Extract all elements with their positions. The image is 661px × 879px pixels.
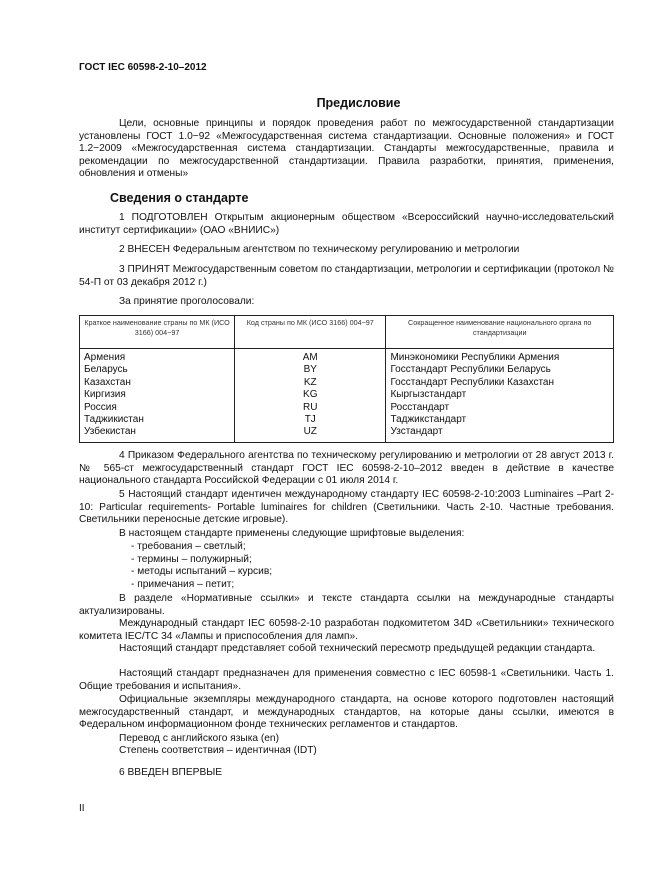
country-column xyxy=(80,349,235,443)
font-list xyxy=(131,541,272,591)
paragraph-revision: Настоящий стандарт представляет собой технический пересмотр предыдущей редакции стандарта. xyxy=(119,643,596,654)
voting-table xyxy=(79,315,614,443)
table-cell: AM xyxy=(302,352,318,363)
paragraph-translation: Перевод с английского языка (en) xyxy=(119,733,279,744)
foreword-title: Предисловие xyxy=(316,96,401,110)
list-item: - термины – полужирный; xyxy=(131,553,252,565)
paragraph-application: Настоящий стандарт предназначен для применения совместно с IEC 60598-1 «Светильники. Часть 1. Общие требования и испытания». xyxy=(79,668,614,692)
table-cell: Россия xyxy=(84,401,117,413)
table-cell: Таджикистан xyxy=(84,414,144,426)
list-item: - требования – светлый; xyxy=(131,541,246,552)
paragraph-introduced: 2 ВНЕСЕН Федеральным агентством по техническому регулированию и метрологии xyxy=(119,244,520,255)
paragraph-developed: Международный стандарт IEC 60598-2-10 разработан подкомитетом 34D «Светильники» технического комитета IEC/TC 34 «Лампы и приспособления для ламп». xyxy=(79,618,614,642)
table-cell: Госстандарт Республики Беларусь xyxy=(390,364,551,376)
paragraph-prepared: 1 ПОДГОТОВЛЕН Открытым акционерным обществом «Всероссийский научно-исследовательский институт сертификации» (ОАО «ВНИИС») xyxy=(79,212,614,236)
paragraph-fonts: В настоящем стандарте применены следующие шрифтовые выделения: xyxy=(119,528,465,539)
list-item: - примечания – петит; xyxy=(131,578,235,590)
paragraph-order: 4 Приказом Федерального агентства по техническому регулированию и метрологии от 28 август 2013 г. № 565-ст межгосударственный стандарт ГОСТ IEC 60598-2-10–2012 введен в действие в качестве национального стандарта Российской Федерации с 01 июля 2014 г. xyxy=(79,450,614,487)
page-number: II xyxy=(79,803,85,814)
paragraph-voted: За принятие проголосовали: xyxy=(119,296,255,307)
list-item: - методы испытаний – курсив; xyxy=(131,566,273,578)
table-cell: RU xyxy=(303,401,318,413)
table-cell: Казахстан xyxy=(84,376,131,388)
table-cell: TJ xyxy=(304,414,316,426)
code-column xyxy=(235,349,386,443)
table-cell: Беларусь xyxy=(84,364,128,376)
document-header: ГОСТ IEC 60598-2-10–2012 xyxy=(79,62,207,73)
table-cell: Узбекистан xyxy=(84,426,136,438)
table-row xyxy=(80,349,614,443)
table-cell: KG xyxy=(303,389,318,401)
table-cell: Госстандарт Республики Казахстан xyxy=(390,376,555,388)
paragraph-conformity: Степень соответствия – идентичная (IDT) xyxy=(119,745,317,756)
paragraph-adopted: 3 ПРИНЯТ Межгосударственным советом по стандартизации, метрологии и сертификации (протокол № 54-П от 03 декабря 2012 г.) xyxy=(79,264,614,288)
paragraph-copies: Официальные экземпляры международного стандарта, на основе которого подготовлен настоящий межгосударственный стандарт, и международных стандартов, на которые даны ссылки, имеются в Федеральном информационном фонде технических регламентов и стандартов. xyxy=(79,694,614,731)
table-cell: Минэкономики Республики Армения xyxy=(390,352,560,363)
table-cell: Кыргызстандарт xyxy=(390,389,467,401)
table-header-country: Краткое наименование страны по МК (ИСО 3166) 004−97 xyxy=(80,316,235,349)
table-cell: UZ xyxy=(303,426,317,438)
table-cell: KZ xyxy=(303,376,317,388)
table-cell: Таджикстандарт xyxy=(390,414,467,426)
table-header-body: Сокращенное наименование национального органа по стандартизации xyxy=(386,316,614,349)
table-cell: Узстандарт xyxy=(390,426,443,438)
table-cell: BY xyxy=(303,364,317,376)
paragraph-references: В разделе «Нормативные ссылки» и тексте стандарта ссылки на международные стандарты актуализированы. xyxy=(79,593,614,617)
section-title: Сведения о стандарте xyxy=(110,191,249,205)
table-header-code: Код страны по МК (ИСО 3166) 004−97 xyxy=(235,316,386,349)
paragraph-first-introduced: 6 ВВЕДЕН ВПЕРВЫЕ xyxy=(119,767,223,778)
body-column xyxy=(386,349,614,443)
table-cell: Киргизия xyxy=(84,389,126,401)
paragraph-identical: 5 Настоящий стандарт идентичен международному стандарту IEC 60598-2-10:2003 Luminaires –Part 2-10: Particular requirements- Portable luminaires for children (Светильники. Часть 2-10. Частные требования. Светильники переносные детские игровые). xyxy=(79,489,614,526)
foreword-text: Цели, основные принципы и порядок проведения работ по межгосударственной стандартизации установлены ГОСТ 1.0−92 «Межгосударственная система стандартизации. Основные положения» и ГОСТ 1.2−2009 «Межгосударственная система стандартизации. Стандарты межгосударственные, правила и рекомендации по межгосударственной стандартизации. Правила разработки, принятия, применения, обновления и отмены» xyxy=(79,118,614,180)
table-cell: Росстандарт xyxy=(390,401,450,413)
table-cell: Армения xyxy=(84,352,126,363)
